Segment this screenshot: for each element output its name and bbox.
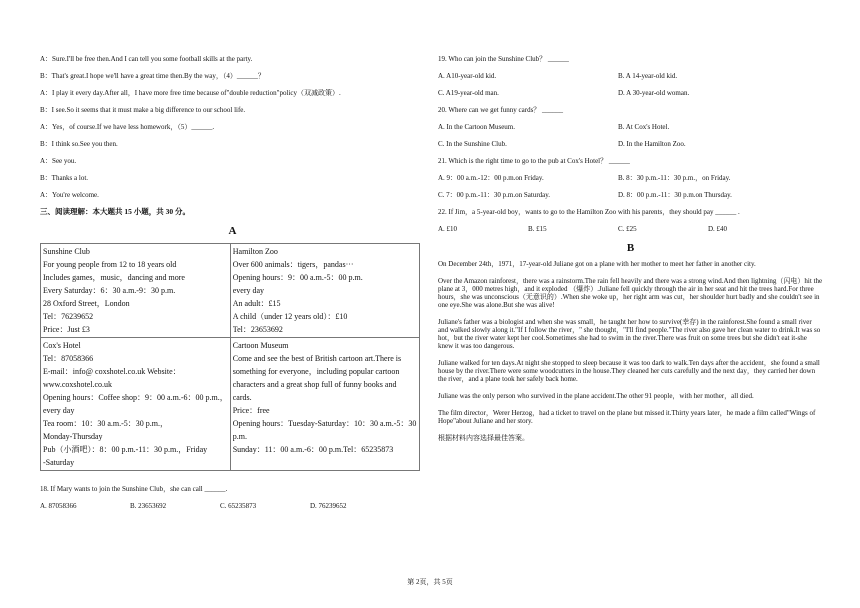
- cell-line: cards.: [232, 393, 252, 402]
- cell-line: Sunday：11：00 a.m.-6：00 p.m.Tel：65235873: [232, 445, 394, 454]
- option-b[interactable]: B. 8：30 p.m.-11：30 p.m.，on Friday.: [618, 174, 731, 182]
- question-20-options-row2: [438, 140, 823, 148]
- cell-line: Price：free: [232, 406, 270, 415]
- option-c[interactable]: C. 65235873: [220, 502, 257, 510]
- cell-line: Over 600 animals：tigers，pandas···: [232, 260, 354, 269]
- section-b-title: B: [626, 242, 635, 254]
- dialogue-line-9: A：You're welcome.: [40, 191, 99, 199]
- cell-line: Sunshine Club: [43, 247, 90, 256]
- question-19: 19. Who can join the Sunshine Club？ ______: [438, 55, 569, 63]
- option-a[interactable]: A. A10-year-old kid.: [438, 72, 497, 80]
- passage-paragraph: On December 24th，1971，17-year-old Juliane got on a plane with her mother to meet her father in another city.: [438, 260, 756, 268]
- cell-line: www.coxshotel.co.uk: [43, 380, 113, 389]
- option-d[interactable]: D. In the Hamilton Zoo.: [618, 140, 686, 148]
- cell-line: Tel：76239652: [43, 312, 94, 321]
- dialogue-line-5: A：Yes，of course.If we have less homework，（5）______.: [40, 123, 215, 131]
- option-c[interactable]: C. £25: [618, 225, 637, 233]
- cell-line: Every Saturday：6：30 a.m.-9：30 p.m.: [43, 286, 176, 295]
- cell-line: p.m.: [232, 432, 247, 441]
- cell-line: Tel：23653692: [232, 325, 283, 334]
- question-20: 20. Where can we get funny cards？ ______: [438, 106, 564, 114]
- cell-line: A child（under 12 years old）：£10: [232, 312, 348, 321]
- left-column: [40, 55, 425, 519]
- dialogue-line-4: B：I see.So it seems that it must make a big difference to our school life.: [40, 106, 246, 114]
- passage-paragraph: Juliane was the only person who survived in the plane accident.The other 91 people，with her mother，all died.: [438, 392, 754, 400]
- cell-line: E-mail：info@ coxshotel.co.uk Website：: [43, 367, 181, 376]
- question-22-options: [438, 225, 823, 233]
- cell-line: Cox's Hotel: [43, 341, 81, 350]
- cell-line: -Saturday: [43, 458, 75, 467]
- question-20-options-row1: [438, 123, 823, 131]
- cell-line: Tea room：10：30 a.m.-5：30 p.m.，: [43, 419, 168, 428]
- page-footer: 第 2页，共 5页: [407, 578, 453, 586]
- cell-line: every day: [232, 286, 265, 295]
- option-b[interactable]: B. A 14-year-old kid.: [618, 72, 678, 80]
- cell-line: Cartoon Museum: [232, 341, 289, 350]
- question-21-options-row1: [438, 174, 823, 182]
- question-21-options-row2: [438, 191, 823, 199]
- option-d[interactable]: D. £40: [708, 225, 728, 233]
- cell-line: every day: [43, 406, 75, 415]
- dialogue-line-7: A：See you.: [40, 157, 77, 165]
- passage-paragraph: Juliane's father was a biologist and when she was small，he taught her how to survive(幸存) in the rainforest.She found a small river and walked slowly along it."If I follow the river，" she thought，"I'll find people."The river also gave her clean water to drink.It was so hot，but the river water kept her cool.Sometimes she had to swim in the river.There was fruit on some trees but she didn't eat it-she knew it was too dangerous.: [438, 318, 821, 350]
- option-d[interactable]: D. 8：00 p.m.-11：30 p.m.on Thursday.: [618, 191, 732, 199]
- cell-line: Pub（小酒吧）：8：00 p.m.-11：30 p.m.，Friday: [43, 445, 208, 454]
- option-a[interactable]: A. £10: [438, 225, 458, 233]
- option-c[interactable]: C. 7：00 p.m.-11：30 p.m.on Saturday.: [438, 191, 551, 199]
- question-21: 21. Which is the right time to go to the pub at Cox's Hotel？ ______: [438, 157, 630, 165]
- cell-line: For young people from 12 to 18 years old: [43, 260, 177, 269]
- section-heading: 三、阅读理解：本大题共 15 小题，共 30 分。: [40, 207, 190, 216]
- sunshine-club-cell: [41, 244, 231, 338]
- option-c[interactable]: C. In the Sunshine Club.: [438, 140, 507, 148]
- cell-line: Monday-Thursday: [43, 432, 103, 441]
- option-b[interactable]: B. At Cox's Hotel.: [618, 123, 670, 131]
- cox-hotel-cell: [41, 338, 231, 471]
- option-a[interactable]: A. In the Cartoon Museum.: [438, 123, 515, 131]
- question-19-options-row2: [438, 89, 823, 97]
- cell-line: Tel：87058366: [43, 354, 94, 363]
- question-19-options-row1: [438, 72, 823, 80]
- instruction: 根据材料内容选择最佳答案。: [438, 434, 529, 442]
- dialogue-line-2: B：That's great.I hope we'll have a great time then.By the way，（4）______？: [40, 72, 265, 80]
- dialogue-line-3: A：I play it every day.After all，I have more free time because of"double reduction"policy（双减政策）.: [40, 89, 341, 97]
- dialogue-line-6: B：I think so.See you then.: [40, 140, 118, 148]
- cell-line: Hamilton Zoo: [232, 247, 278, 256]
- option-a[interactable]: A. 87058366: [40, 502, 77, 510]
- cell-line: Opening hours：Coffee shop：9：00 a.m.-6：00 p.m.，: [43, 393, 228, 402]
- passage-paragraph: The film director，Werer Herzog，had a ticket to travel on the plane but missed it.Thirty years later，he made a film called"Wings of Hope"about Juliane and her story.: [438, 409, 816, 425]
- cell-line: Come and see the best of British cartoon art.There is: [232, 354, 402, 363]
- passage-paragraph: Juliane walked for ten days.At night she stopped to sleep because it was too dark to walk.Ten days after the accident，she found a small house by the river.There were some woodcutters in the house.They cleaned her cuts carefully and the next day，they carried her down the river，and a plane took her safely back home.: [438, 359, 820, 383]
- hamilton-zoo-cell: [230, 244, 419, 338]
- option-b[interactable]: B. £15: [528, 225, 547, 233]
- option-a[interactable]: A. 9：00 a.m.-12：00 p.m.on Friday.: [438, 174, 544, 182]
- option-d[interactable]: D. A 30-year-old woman.: [618, 89, 690, 97]
- option-d[interactable]: D. 76239652: [310, 502, 347, 510]
- cell-line: Opening hours：9：00 a.m.-5：00 p.m.: [232, 273, 363, 282]
- section-a-title: A: [228, 225, 237, 237]
- cell-line: something for everyone，including popular cartoon: [232, 367, 400, 376]
- cell-line: Opening hours：Tuesday-Saturday：10：30 a.m.-5：30: [232, 419, 417, 428]
- cartoon-museum-cell: [230, 338, 419, 471]
- cell-line: An adult：£15: [232, 299, 281, 308]
- option-b[interactable]: B. 23653692: [130, 502, 167, 510]
- option-c[interactable]: C. A19-year-old man.: [438, 89, 499, 97]
- cell-line: Price：Just £3: [43, 325, 90, 334]
- cell-line: characters and a great shop full of funny books and: [232, 380, 397, 389]
- question-18: 18. If Mary wants to join the Sunshine Club，she can call ______.: [40, 485, 228, 493]
- question-22: 22. If Jim，a 5-year-old boy，wants to go to the Hamilton Zoo with his parents，they should pay ______ .: [438, 208, 740, 216]
- dialogue-line-1: A：Sure.I'll be free then.And I can tell you some football skills at the party.: [40, 55, 253, 63]
- question-18-options: [40, 502, 425, 510]
- passage-paragraph: Over the Amazon rainforest，there was a rainstorm.The rain fell heavily and there was a strong wind.And then lightning（闪电）hit the plane at 3，000 metres high，and it exploded （爆炸）.Juliane fell quickly through the air in her seat and hit the trees hard.For three hours，she was unconscious（无意识的）.When she woke up，her right arm was cut，her shoulder hurt badly and she couldn't see in one eye.She was alone.But she was alive!: [438, 277, 823, 309]
- info-table: [40, 243, 420, 471]
- right-column: [438, 55, 823, 451]
- cell-line: Includes games，music，dancing and more: [43, 273, 185, 282]
- cell-line: 28 Oxford Street，London: [43, 299, 130, 308]
- dialogue-line-8: B：Thanks a lot.: [40, 174, 89, 182]
